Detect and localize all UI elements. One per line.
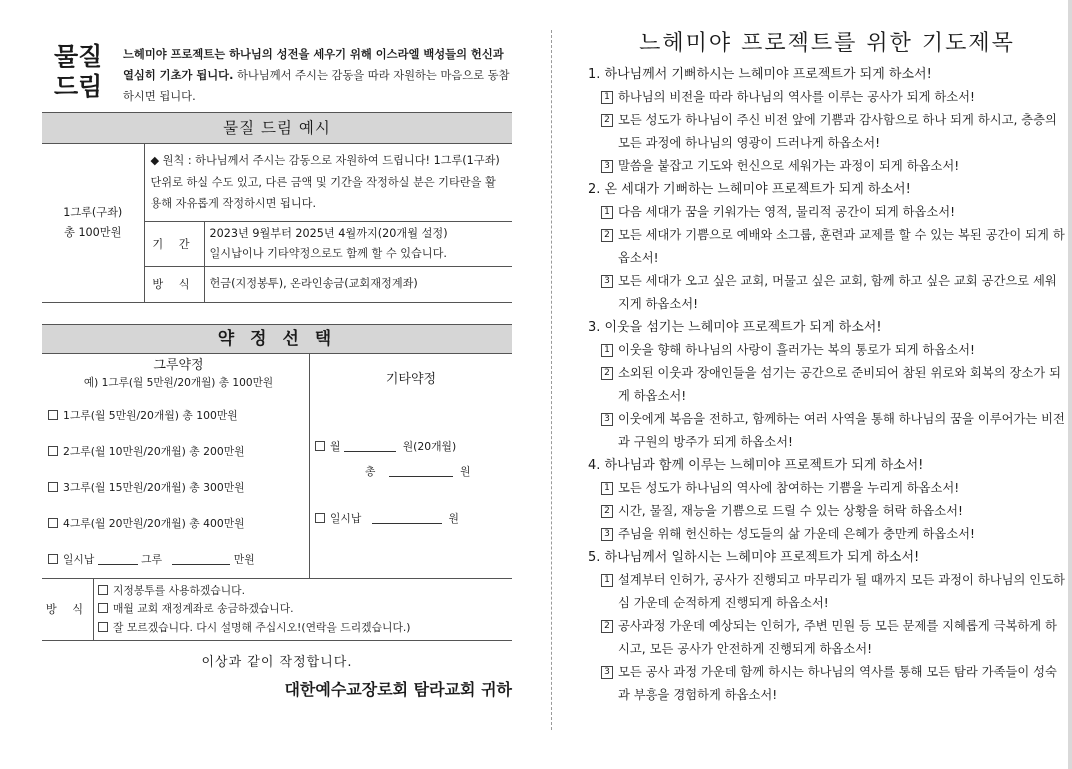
prayer-item-text: 설계부터 인허가, 공사가 진행되고 마무리가 될 때까지 모든 과정이 하나님의 인도하심 가운데 순적하게 진행되게 하옵소서! bbox=[618, 573, 1065, 610]
group-pledge-column bbox=[42, 354, 310, 578]
period-value bbox=[204, 221, 512, 266]
item-number-box: 3 bbox=[601, 666, 613, 679]
method-value: 헌금(지정봉투), 온라인송금(교회재정계좌) bbox=[204, 266, 512, 302]
donation-title bbox=[54, 42, 110, 102]
item-number-box: 1 bbox=[601, 344, 613, 357]
group-pledge-example: 예) 1그루(월 5만원/20개월) 총 100만원 bbox=[83, 376, 274, 389]
pledge-section bbox=[42, 324, 512, 701]
fold-divider bbox=[551, 30, 552, 730]
church-name: 대한예수교장로회 탐라교회 귀하 bbox=[284, 680, 512, 699]
prayer-item bbox=[588, 477, 1066, 500]
prayer-item-text: 이웃을 향해 하나님의 사랑이 흘러가는 복의 통로가 되게 하옵소서! bbox=[618, 343, 975, 357]
example-amount bbox=[42, 144, 144, 302]
prayer-item bbox=[588, 86, 1066, 109]
other-monthly-prefix: 월 bbox=[330, 439, 341, 453]
prayer-item-text: 시간, 물질, 재능을 기쁨으로 드릴 수 있는 상황을 허락 하옵소서! bbox=[618, 504, 963, 518]
pledge-option-label: 1그루(월 5만원/20개월) 총 100만원 bbox=[63, 408, 238, 422]
prayer-item-text: 소외된 이웃과 장애인들을 섬기는 공간으로 준비되어 참된 위로와 회복의 장소가 되게 하옵소서! bbox=[618, 366, 1061, 403]
checkbox[interactable] bbox=[48, 482, 58, 492]
donation-title-line2: 드림 bbox=[54, 72, 103, 101]
prayer-item bbox=[588, 500, 1066, 523]
item-number-box: 1 bbox=[601, 482, 613, 495]
prayer-item-text: 하나님의 비전을 따라 하나님의 역사를 이루는 공사가 되게 하소서! bbox=[618, 90, 975, 104]
lump-mid: 그루 bbox=[141, 552, 163, 566]
prayer-item bbox=[588, 615, 1066, 661]
pledge-choice-area bbox=[42, 354, 512, 579]
other-lump[interactable] bbox=[315, 511, 459, 526]
checkbox[interactable] bbox=[98, 622, 108, 632]
example-table bbox=[42, 144, 512, 303]
prayer-heading-3: 3. 이웃을 섬기는 느헤미야 프로젝트가 되게 하소서! bbox=[588, 320, 882, 335]
prayer-heading-5: 5. 하나님께서 일하시는 느헤미야 프로젝트가 되게 하소서! bbox=[588, 550, 920, 565]
prayer-item-text: 모든 공사 과정 가운데 함께 하시는 하나님의 역사를 통해 모든 탐라 가족들이 성숙과 부흥을 경험하게 하옵소서! bbox=[618, 665, 1057, 702]
prayer-item bbox=[588, 661, 1066, 707]
pledge-option-3[interactable] bbox=[48, 470, 309, 506]
prayer-item bbox=[588, 523, 1066, 546]
payment-method-options bbox=[94, 579, 415, 641]
other-monthly[interactable] bbox=[315, 439, 456, 454]
other-total-blank[interactable] bbox=[389, 465, 453, 477]
period-label: 기 간 bbox=[144, 221, 204, 266]
group-pledge-heading: 그루약정 bbox=[153, 357, 204, 373]
pledge-option-4[interactable] bbox=[48, 506, 309, 542]
intro-text: 하나님께서 주시는 감동을 따라 자원하는 마음으로 동참하시면 됩니다. bbox=[123, 69, 510, 103]
lump-prefix: 일시납 bbox=[63, 552, 95, 566]
other-lump-suffix: 원 bbox=[448, 511, 459, 525]
prayer-heading-2: 2. 온 세대가 기뻐하는 느헤미야 프로젝트가 되게 하소서! bbox=[588, 182, 911, 197]
item-number-box: 1 bbox=[601, 91, 613, 104]
donation-panel bbox=[42, 42, 512, 700]
payment-option-label: 매월 교회 재정계좌로 송금하겠습니다. bbox=[113, 602, 294, 615]
pledge-option-label: 2그루(월 10만원/20개월) 총 200만원 bbox=[63, 444, 245, 458]
prayer-item-text: 이웃에게 복음을 전하고, 함께하는 여러 사역을 통해 하나님의 꿈을 이루어가는 비전과 구원의 방주가 되게 하옵소서! bbox=[618, 412, 1065, 449]
example-section-title: 물질 드림 예시 bbox=[42, 112, 512, 144]
item-number-box: 1 bbox=[601, 574, 613, 587]
payment-method-area bbox=[42, 579, 512, 642]
pledge-option-label: 3그루(월 15만원/20개월) 총 300만원 bbox=[63, 480, 245, 494]
checkbox[interactable] bbox=[98, 603, 108, 613]
prayer-item bbox=[588, 224, 1066, 270]
other-lump-blank[interactable] bbox=[372, 512, 442, 524]
prayer-item bbox=[588, 270, 1066, 316]
other-monthly-blank[interactable] bbox=[344, 440, 396, 452]
prayer-heading-4: 4. 하나님과 함께 이루는 느헤미야 프로젝트가 되게 하소서! bbox=[588, 458, 924, 473]
pledge-option-1[interactable] bbox=[48, 398, 309, 434]
period-line2: 일시납이나 기타약정으로도 함께 할 수 있습니다. bbox=[209, 246, 447, 260]
item-number-box: 2 bbox=[601, 505, 613, 518]
checkbox[interactable] bbox=[315, 513, 325, 523]
other-monthly-suffix: 원(20개월) bbox=[402, 439, 457, 453]
prayer-item bbox=[588, 109, 1066, 155]
item-number-box: 2 bbox=[601, 367, 613, 380]
item-number-box: 3 bbox=[601, 528, 613, 541]
prayer-item-text: 모든 성도가 하나님이 주신 비전 앞에 기쁨과 감사함으로 하나 되게 하시고, 층층의 모든 과정에 하나님의 영광이 드러나게 하옵소서! bbox=[618, 113, 1057, 150]
prayer-item bbox=[588, 569, 1066, 615]
checkbox[interactable] bbox=[48, 410, 58, 420]
intro-bold-text: 느헤미야 프로젝트는 하나님의 성전을 세우기 위해 이스라엘 백성들의 헌신과 열심히 기초가 됩니다. bbox=[123, 48, 504, 82]
donation-intro bbox=[123, 44, 513, 107]
lump-count-blank[interactable] bbox=[98, 553, 138, 565]
payment-option-label: 잘 모르겠습니다. 다시 설명해 주십시오!(연락을 드리겠습니다.) bbox=[113, 620, 411, 634]
item-number-box: 1 bbox=[601, 206, 613, 219]
prayer-item bbox=[588, 339, 1066, 362]
payment-method-label: 방 식 bbox=[42, 579, 94, 641]
item-number-box: 3 bbox=[601, 413, 613, 426]
checkbox[interactable] bbox=[48, 518, 58, 528]
item-number-box: 2 bbox=[601, 620, 613, 633]
pledge-option-lump[interactable] bbox=[48, 542, 309, 578]
other-total bbox=[365, 464, 470, 479]
prayer-item-text: 주님을 위해 헌신하는 성도들의 삶 가운데 은혜가 충만케 하옵소서! bbox=[618, 527, 975, 541]
item-number-box: 2 bbox=[601, 229, 613, 242]
prayer-item-text: 모든 세대가 오고 싶은 교회, 머물고 싶은 교회, 함께 하고 싶은 교회 공간으로 세워지게 하옵소서! bbox=[618, 274, 1057, 311]
prayer-item bbox=[588, 362, 1066, 408]
other-lump-prefix: 일시납 bbox=[330, 511, 362, 525]
other-total-prefix: 총 bbox=[365, 464, 376, 478]
prayer-title: 느헤미야 프로젝트를 위한 기도제목 bbox=[639, 31, 1015, 56]
prayer-item bbox=[588, 408, 1066, 454]
item-number-box: 3 bbox=[601, 275, 613, 288]
period-line1: 2023년 9월부터 2025년 4월까지(20개월 설정) bbox=[209, 226, 448, 240]
prayer-item-text: 공사과정 가운데 예상되는 인허가, 주변 민원 등 모든 문제를 지혜롭게 극복하게 하시고, 모든 공사가 안전하게 진행되게 하옵소서! bbox=[618, 619, 1057, 656]
prayer-item-text: 다음 세대가 꿈을 키워가는 영적, 물리적 공간이 되게 하옵소서! bbox=[618, 205, 956, 219]
donation-header bbox=[42, 42, 512, 112]
example-amount-line1: 1그루(구좌) bbox=[63, 205, 123, 219]
example-principle: ◆ 원칙 : 하나님께서 주시는 감동으로 자원하여 드립니다! 1그루(1구좌) 단위로 하실 수도 있고, 다른 금액 및 기간을 작정하실 분은 기타란을 활용해 자유롭게 작정하시면 됩니다. bbox=[144, 144, 512, 221]
payment-option-label: 지정봉투를 사용하겠습니다. bbox=[113, 583, 246, 597]
prayer-item bbox=[588, 155, 1066, 178]
prayer-item bbox=[588, 201, 1066, 224]
page-edge bbox=[1068, 0, 1072, 769]
checkbox[interactable] bbox=[48, 446, 58, 456]
prayer-heading-1: 1. 하나님께서 기뻐하시는 느헤미야 프로젝트가 되게 하소서! bbox=[588, 67, 932, 82]
pledge-option-label: 4그루(월 20만원/20개월) 총 400만원 bbox=[63, 516, 245, 530]
item-number-box: 3 bbox=[601, 160, 613, 173]
other-total-suffix: 원 bbox=[460, 464, 471, 478]
pledge-section-title: 약 정 선 택 bbox=[42, 324, 512, 354]
lump-suffix: 만원 bbox=[233, 552, 255, 566]
other-pledge-column bbox=[310, 354, 512, 578]
checkbox[interactable] bbox=[48, 554, 58, 564]
method-label: 방 식 bbox=[144, 266, 204, 302]
prayer-list bbox=[588, 63, 1066, 707]
payment-option-envelope[interactable] bbox=[98, 582, 411, 601]
closing-statement: 이상과 같이 작정합니다. bbox=[201, 655, 353, 670]
prayer-panel bbox=[588, 25, 1066, 707]
item-number-box: 2 bbox=[601, 114, 613, 127]
example-amount-line2: 총 100만원 bbox=[64, 225, 122, 239]
other-pledge-heading: 기타약정 bbox=[385, 371, 437, 387]
payment-option-transfer[interactable] bbox=[98, 600, 411, 619]
lump-amount-blank[interactable] bbox=[172, 553, 230, 565]
donation-title-line1: 물질 bbox=[54, 42, 103, 71]
checkbox[interactable] bbox=[98, 585, 108, 595]
payment-option-unsure[interactable] bbox=[98, 619, 411, 638]
checkbox[interactable] bbox=[315, 441, 325, 451]
prayer-item-text: 모든 세대가 기쁨으로 예배와 소그룹, 훈련과 교제를 할 수 있는 복된 공간이 되게 하옵소서! bbox=[618, 228, 1065, 265]
prayer-item-text: 모든 성도가 하나님의 역사에 참여하는 기쁨을 누리게 하옵소서! bbox=[618, 481, 960, 495]
pledge-option-2[interactable] bbox=[48, 434, 309, 470]
prayer-item-text: 말씀을 붙잡고 기도와 헌신으로 세워가는 과정이 되게 하옵소서! bbox=[618, 159, 960, 173]
